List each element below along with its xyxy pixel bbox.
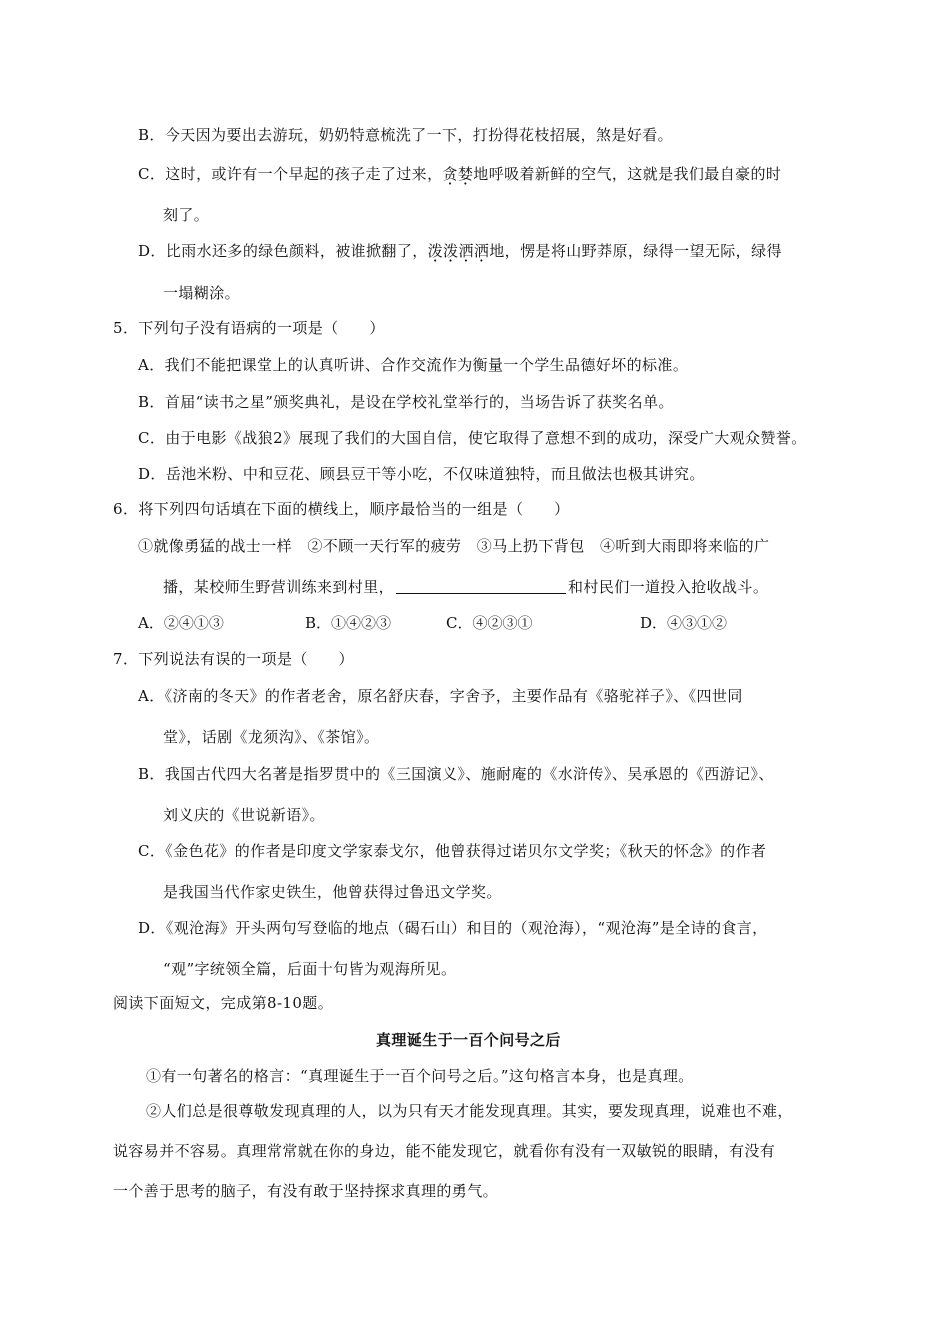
q7-option-b-continued: 刘义庆的《世说新语》。: [163, 806, 325, 824]
q6-option-d: D．④③①②: [640, 614, 728, 632]
answer-blank: [396, 578, 566, 594]
emphasis-char: 婪: [457, 165, 474, 183]
q7-option-d-continued: “观”字统领全篇，后面十句皆为观海所见。: [163, 960, 457, 978]
emphasis-char: 贪: [442, 165, 458, 183]
emphasis-char: 洒: [458, 242, 474, 260]
q4-option-c-text-pre: C．这时，或许有一个早起的孩子走了过来，: [138, 165, 443, 183]
q4-option-d-text-post: 地，愣是将山野莽原，绿得一望无际，绿得: [489, 242, 782, 260]
reading-instruction: 阅读下面短文，完成第8-10题。: [113, 994, 334, 1012]
emphasis-char: 泼: [427, 242, 444, 260]
emphasis-char: 泼: [443, 242, 459, 260]
q6-fill-line: [163, 577, 768, 597]
q4-option-c: [138, 164, 781, 184]
q4-option-c-text-post: 地呼吸着新鲜的空气，这就是我们最自豪的时: [473, 165, 782, 183]
q6-option-c: C．④②③①: [446, 614, 533, 632]
q7-option-d: D．《观沧海》开头两句写登临的地点（碣石山）和目的（观沧海），“观沧海”是全诗的食言，: [138, 919, 768, 937]
q4-option-d-text-pre: D．比雨水还多的绿色颜料，被谁掀翻了，: [138, 242, 428, 260]
q7-option-c-continued: 是我国当代作家史铁生，他曾获得过鲁迅文学奖。: [163, 883, 502, 901]
emphasis-char: 洒: [473, 242, 490, 260]
q5-option-d: D．岳池米粉、中和豆花、顾县豆干等小吃，不仅味道独特，而且做法也极其讲究。: [138, 465, 705, 483]
passage-paragraph-2-line-2: 说容易并不容易。真理常常就在你的身边，能不能发现它，就看你有没有一双敏锐的眼睛，有没有: [113, 1142, 776, 1160]
passage-paragraph-1: ①有一句著名的格言：“真理诞生于一百个问号之后。”这句格言本身，也是真理。: [146, 1067, 694, 1085]
q7-option-c: C．《金色花》的作者是印度文学家泰戈尔，他曾获得过诺贝尔文学奖；《秋天的怀念》的作者: [138, 842, 767, 860]
q6-fill-text-pre: 播，某校师生野营训练来到村里，: [163, 578, 395, 596]
q4-option-c-continued: 刻了。: [163, 206, 210, 224]
q6-fill-text-post: 和村民们一道投入抢收战斗。: [568, 578, 769, 596]
q7-stem: 7．下列说法有误的一项是（ ）: [113, 650, 354, 668]
q7-option-a-continued: 堂》，话剧《龙须沟》、《茶馆》。: [163, 728, 380, 746]
q5-option-c: C．由于电影《战狼2》展现了我们的大国自信，使它取得了意想不到的成功，深受广大观众赞誉。: [138, 429, 807, 447]
q5-stem: 5．下列句子没有语病的一项是（ ）: [113, 319, 385, 337]
q4-option-d-continued: 一塌糊涂。: [163, 284, 241, 302]
passage-paragraph-2: ②人们总是很尊敬发现真理的人，以为只有天才能发现真理。其实，要发现真理，说难也不难，: [146, 1102, 793, 1120]
q6-sentences: ①就像勇猛的战士一样 ②不顾一天行军的疲劳 ③马上扔下背包 ④听到大雨即将来临的广: [138, 537, 770, 555]
q7-option-a: A．《济南的冬天》的作者老舍，原名舒庆春，字舍予，主要作品有《骆驼祥子》、《四世同: [138, 687, 743, 705]
q5-option-b: B．首届“读书之星”颁奖典礼，是设在学校礼堂举行的，当场告诉了获奖名单。: [138, 393, 674, 411]
q6-option-b: B．①④②③: [305, 614, 392, 632]
q7-option-b: B．我国古代四大名著是指罗贯中的《三国演义》、施耐庵的《水浒传》、吴承恩的《西游记》、: [138, 765, 774, 783]
q6-stem: 6．将下列四句话填在下面的横线上，顺序最恰当的一组是（ ）: [113, 500, 570, 518]
q4-option-d: [138, 241, 782, 261]
q4-option-b: B．今天因为要出去游玩，奶奶特意梳洗了一下，打扮得花枝招展，煞是好看。: [138, 126, 674, 144]
passage-title: 真理诞生于一百个问号之后: [376, 1031, 561, 1049]
q5-option-a: A．我们不能把课堂上的认真听讲、合作交流作为衡量一个学生品德好坏的标准。: [138, 356, 689, 374]
q6-option-a: A．②④①③: [138, 614, 224, 632]
passage-paragraph-2-line-3: 一个善于思考的脑子，有没有敢于坚持探求真理的勇气。: [113, 1182, 499, 1200]
